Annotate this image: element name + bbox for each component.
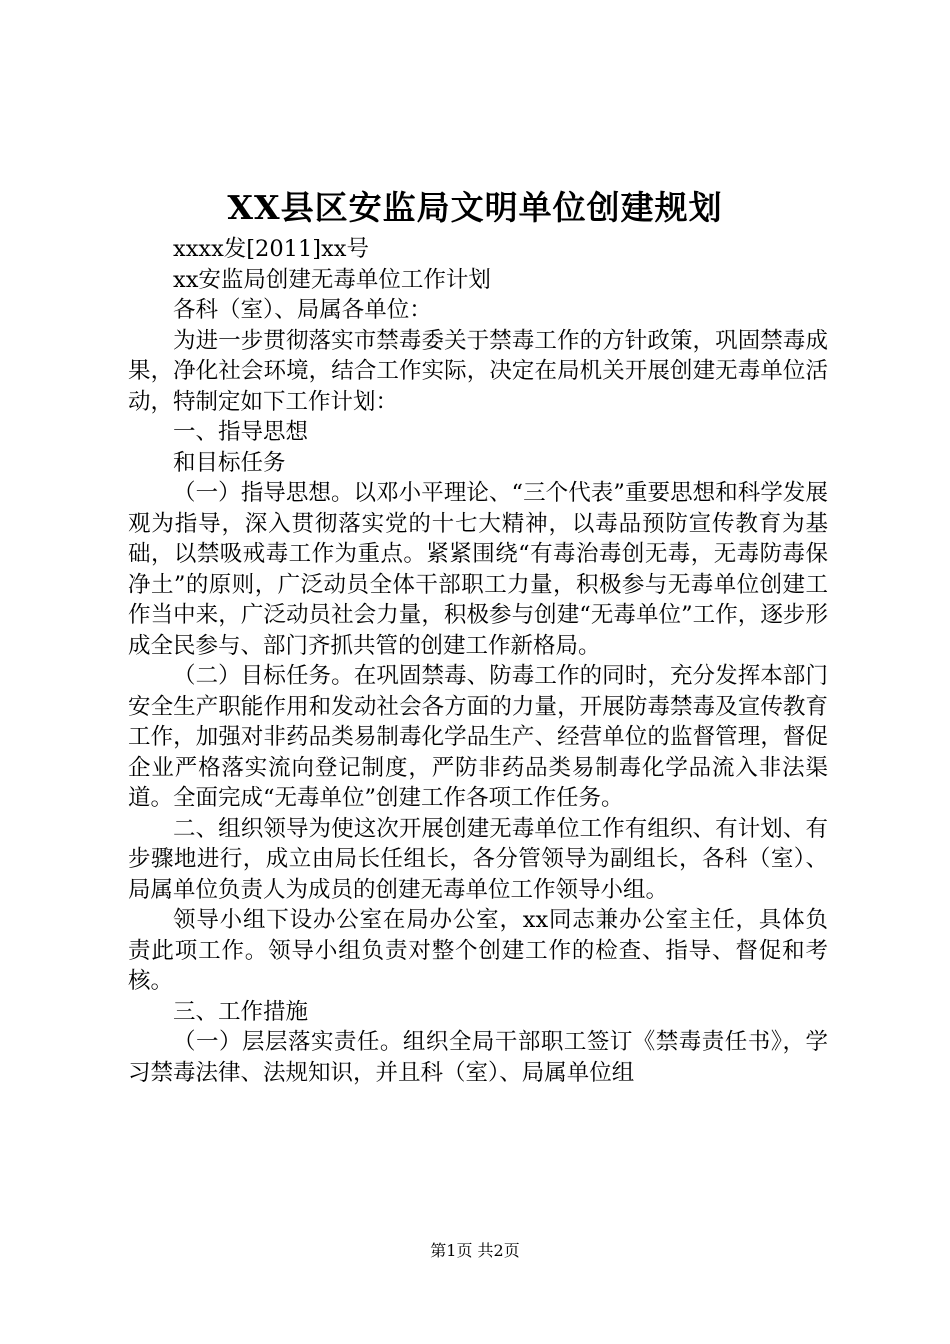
intro-paragraph: 为进一步贯彻落实市禁毒委关于禁毒工作的方针政策，巩固禁毒成果，净化社会环境，结合工作实际，决定在局机关开展创建无毒单位活动，特制定如下工作计划： (128, 327, 828, 415)
plan-title: xx安监局创建无毒单位工作计划 (173, 266, 491, 293)
section-heading-1: 一、指导思想 (173, 419, 309, 445)
paragraph-responsibility: （一）层层落实责任。组织全局干部职工签订《禁毒责任书》，学习禁毒法律、法规知识，并且科（室）、局属单位组 (128, 1029, 828, 1086)
paragraph-organization: 二、组织领导为使这次开展创建无毒单位工作有组织、有计划、有步骤地进行，成立由局长任组长，各分管领导为副组长，各科（室）、局属单位负责人为成员的创建无毒单位工作领导小组。 (128, 815, 828, 903)
paragraph-guiding-ideology: （一）指导思想。以邓小平理论、“三个代表”重要思想和科学发展观为指导，深入贯彻落实党的十七大精神，以毒品预防宣传教育为基础，以禁吸戒毒工作为重点。紧紧围绕“有毒治毒创无毒，无毒防毒保净土”的原则，广泛动员全体干部职工力量，积极参与无毒单位创建工作当中来，广泛动员社会力量，积极参与创建“无毒单位”工作，逐步形成全民参与、部门齐抓共管的创建工作新格局。 (128, 480, 828, 659)
section-heading-3: 三、工作措施 (173, 998, 309, 1025)
paragraph-office: 领导小组下设办公室在局办公室，xx同志兼办公室主任，具体负责此项工作。领导小组负责对整个创建工作的检查、指导、督促和考核。 (128, 907, 828, 994)
page-footer: 第1页 共2页 (430, 1241, 520, 1260)
paragraph-target-tasks: （二）目标任务。在巩固禁毒、防毒工作的同时，充分发挥本部门安全生产职能作用和发动社会各方面的力量，开展防毒禁毒及宣传教育工作，加强对非药品类易制毒化学品生产、经营单位的监督管理，督促企业严格落实流向登记制度，严防非药品类易制毒化学品流入非法渠道。全面完成“无毒单位”创建工作各项工作任务。 (128, 663, 828, 811)
document-body (128, 234, 828, 1088)
document-title: XX县区安监局文明单位创建规划 (227, 188, 723, 227)
doc-number: xxxx发[2011]xx号 (173, 236, 369, 262)
section-heading-1-cont: 和目标任务 (173, 449, 286, 476)
salutation: 各科（室）、局属各单位： (173, 297, 432, 323)
